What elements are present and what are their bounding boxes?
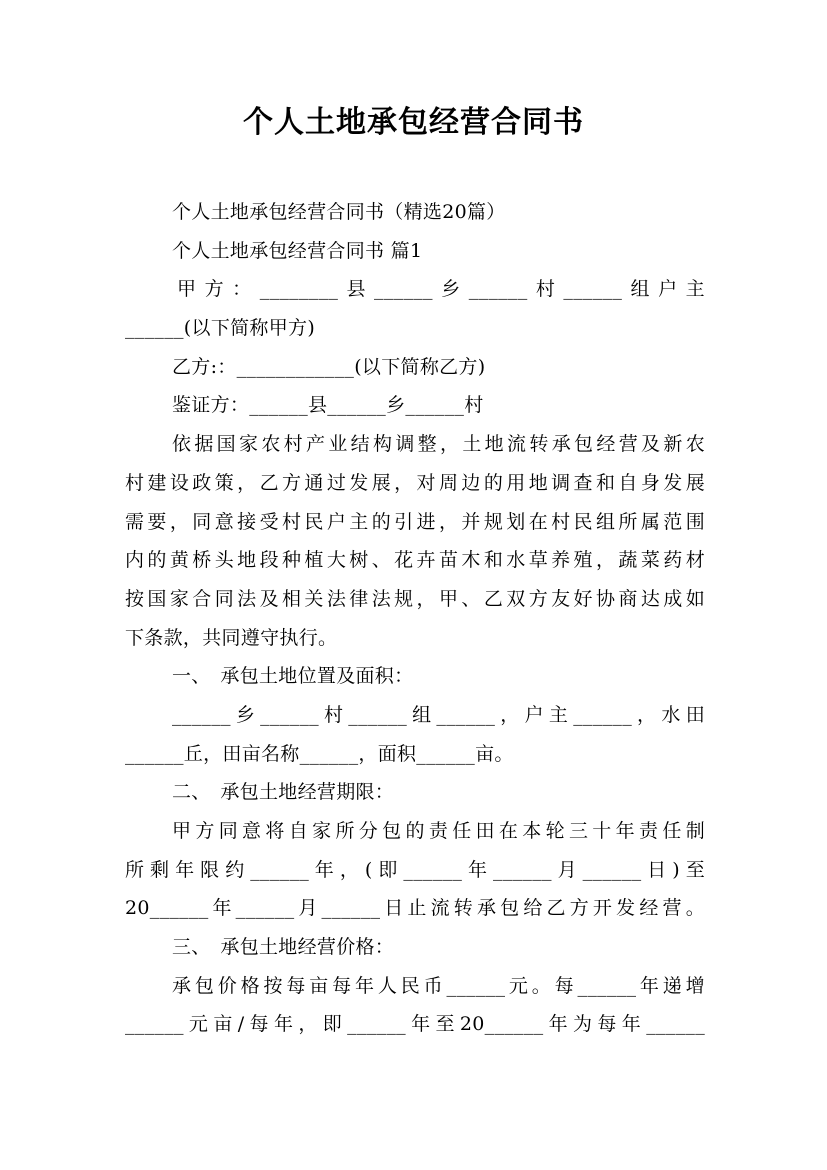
paragraph-line: 内的黄桥头地段种植大树、花卉苗木和水草养殖，蔬菜药材 xyxy=(125,549,705,572)
paragraph-line: 下条款，共同遵守执行。 xyxy=(125,626,338,649)
document-title: 个人土地承包经营合同书 xyxy=(243,105,584,140)
paragraph-line: ______丘，田亩名称______，面积______亩。 xyxy=(125,742,514,765)
paragraph-line: ______乡______村______组______，户主______，水田 xyxy=(172,703,705,726)
party-b-line: 乙方:：____________(以下简称乙方) xyxy=(172,355,486,378)
clause-heading-2: 二、 承包土地经营期限： xyxy=(172,781,395,804)
paragraph-line: 依据国家农村产业结构调整，土地流转承包经营及新农 xyxy=(172,433,705,456)
document-body xyxy=(125,193,705,1044)
paragraph-line: 甲方同意将自家所分包的责任田在本轮三十年责任制 xyxy=(172,820,705,842)
paragraph-line: 20______年______月______日止流转承包给乙方开发经营。 xyxy=(125,897,705,920)
clause-heading-1: 一、 承包土地位置及面积： xyxy=(172,665,414,688)
paragraph-line: 所剩年限约______年，(即______年______月______日)至 xyxy=(125,858,705,881)
paragraph-line: 村建设政策，乙方通过发展，对周边的用地调查和自身发展 xyxy=(125,471,705,494)
paragraph-line: 按国家合同法及相关法律法规，甲、乙双方友好协商达成如 xyxy=(125,587,705,610)
subtitle-line: 个人土地承包经营合同书（精选20篇） xyxy=(172,201,506,223)
party-a-line-cont: ______(以下简称甲方) xyxy=(125,317,316,340)
party-a-line: 甲方：________县______乡______村______组户主 xyxy=(177,278,705,301)
witness-line: 鉴证方：______县______乡______村 xyxy=(172,394,484,417)
paragraph-line: ______元亩/每年，即______年至20______年为每年______ xyxy=(125,1013,705,1036)
section-heading: 个人土地承包经营合同书 篇1 xyxy=(172,239,423,262)
paragraph-line: 需要，同意接受村民户主的引进，并规划在村民组所属范围 xyxy=(125,510,705,533)
clause-heading-3: 三、 承包土地经营价格： xyxy=(172,936,395,959)
paragraph-line: 承包价格按每亩每年人民币______元。每______年递增 xyxy=(172,974,705,997)
